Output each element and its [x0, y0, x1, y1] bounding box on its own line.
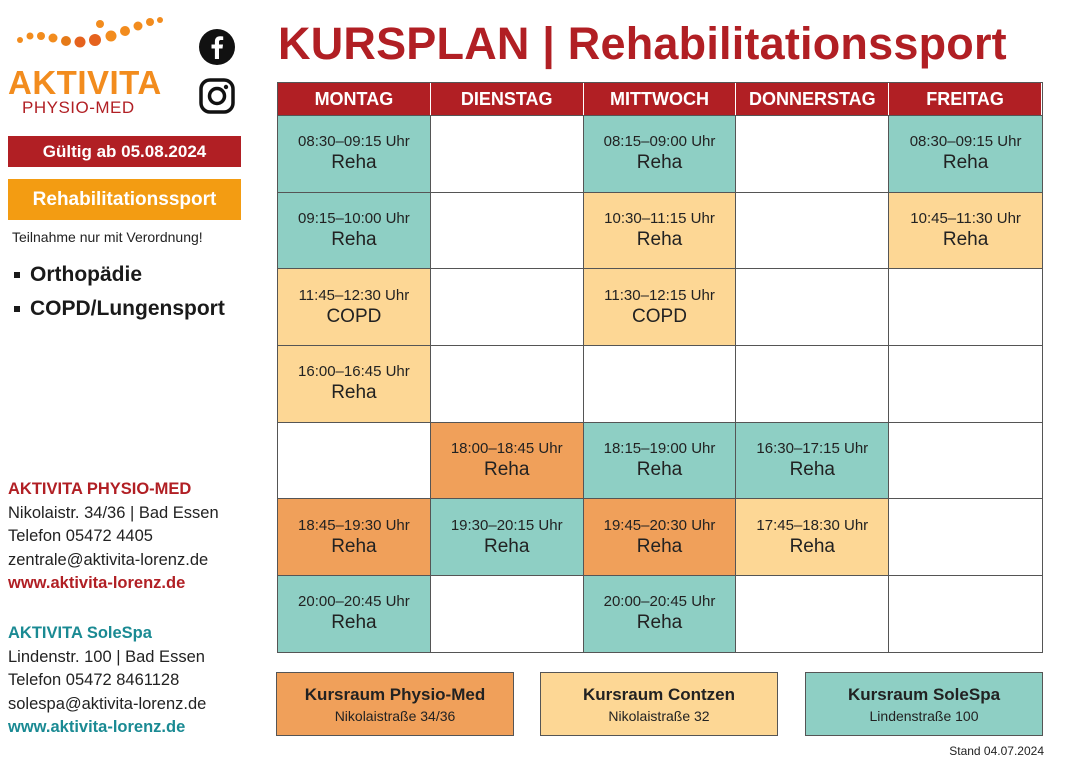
course-slot: [584, 192, 737, 269]
course-name: Reha: [331, 535, 377, 557]
course-type-item: COPD/Lungensport: [14, 292, 225, 326]
course-slot: [278, 498, 431, 575]
course-slot: [278, 268, 431, 345]
course-slot: [889, 115, 1042, 192]
course-name: Reha: [483, 535, 530, 557]
legend-room-solespa: [805, 672, 1043, 736]
course-slot: [278, 345, 431, 422]
course-time: 18:15–19:00 Uhr: [603, 440, 716, 458]
empty-slot: [889, 575, 1042, 652]
course-time: 10:45–11:30 Uhr: [910, 210, 1021, 228]
course-time: 11:30–12:15 Uhr: [604, 286, 715, 304]
course-time: 18:00–18:45 Uhr: [450, 440, 563, 458]
course-name: Reha: [636, 535, 683, 557]
legend-title: Kursraum Physio-Med: [304, 684, 486, 704]
course-slot: [584, 268, 737, 345]
course-slot: [736, 422, 889, 499]
empty-slot: [278, 422, 431, 499]
course-name: Reha: [636, 459, 683, 481]
course-name: Reha: [636, 229, 683, 251]
valid-from-badge: Gültig ab 05.08.2024: [8, 136, 241, 167]
brand-name: AKTIVITA: [8, 64, 162, 101]
day-header-wednesday: MITTWOCH: [584, 83, 737, 115]
day-header-thursday: DONNERSTAG: [736, 83, 889, 115]
course-time: 08:30–09:15 Uhr: [909, 133, 1022, 151]
contact-phone[interactable]: Telefon 05472 4405: [8, 527, 153, 545]
facebook-icon[interactable]: [198, 28, 236, 66]
empty-slot: [584, 345, 737, 422]
contact-title: AKTIVITA SoleSpa: [8, 624, 152, 642]
course-slot: [889, 192, 1042, 269]
contact-phone[interactable]: Telefon 05472 8461128: [8, 671, 180, 689]
course-slot: [584, 115, 737, 192]
contact-physio-med: [8, 478, 219, 596]
day-header-friday: FREITAG: [889, 83, 1042, 115]
course-name: Reha: [636, 612, 683, 634]
course-name: Reha: [331, 612, 377, 634]
legend-address: Lindenstraße 100: [869, 707, 979, 724]
legend-room-contzen: [540, 672, 778, 736]
course-time: 20:00–20:45 Uhr: [298, 593, 410, 611]
course-name: COPD: [632, 305, 687, 327]
course-time: 16:00–16:45 Uhr: [298, 363, 410, 381]
course-time: 08:30–09:15 Uhr: [298, 133, 410, 151]
schedule-grid: [277, 82, 1043, 653]
empty-slot: [431, 192, 584, 269]
empty-slot: [736, 192, 889, 269]
course-time: 19:30–20:15 Uhr: [450, 516, 563, 534]
course-name: Reha: [331, 152, 377, 174]
empty-slot: [736, 268, 889, 345]
empty-slot: [431, 268, 584, 345]
empty-slot: [431, 115, 584, 192]
empty-slot: [431, 345, 584, 422]
legend-title: Kursraum SoleSpa: [847, 684, 1001, 704]
contact-email[interactable]: zentrale@aktivita-lorenz.de: [8, 550, 209, 569]
course-time: 17:45–18:30 Uhr: [756, 516, 869, 534]
bullet-icon: [14, 306, 20, 312]
category-badge: Rehabilitationssport: [8, 179, 241, 220]
course-slot: [736, 498, 889, 575]
course-time: 18:45–19:30 Uhr: [298, 516, 410, 534]
stand-date: Stand 04.07.2024: [949, 744, 1044, 758]
prescription-note: Teilnahme nur mit Verordnung!: [12, 229, 203, 245]
course-slot: [584, 575, 737, 652]
contact-website-link[interactable]: www.aktivita-lorenz.de: [8, 574, 186, 592]
course-name: COPD: [326, 305, 382, 327]
course-slot: [278, 192, 431, 269]
brand-logo: [8, 14, 168, 124]
course-slot: [431, 422, 584, 499]
contact-email[interactable]: solespa@aktivita-lorenz.de: [8, 694, 207, 713]
course-name: Reha: [942, 152, 989, 174]
course-slot: [431, 498, 584, 575]
day-header-monday: MONTAG: [278, 83, 431, 115]
course-type-list: [14, 258, 225, 326]
page-title: KURSPLAN | Rehabilitationssport: [278, 18, 1007, 69]
legend-address: Nikolaistraße 34/36: [334, 707, 456, 724]
course-time: 10:30–11:15 Uhr: [604, 210, 715, 228]
legend-room-physio-med: [276, 672, 514, 736]
logo-dots-graphic: [16, 14, 166, 54]
contact-solespa: [8, 622, 206, 740]
contact-title: AKTIVITA PHYSIO-MED: [8, 480, 192, 498]
contact-website-link[interactable]: www.aktivita-lorenz.de: [8, 718, 186, 736]
legend-address: Nikolaistraße 32: [608, 707, 710, 724]
course-name: Reha: [331, 229, 377, 251]
course-slot: [278, 575, 431, 652]
empty-slot: [736, 115, 889, 192]
bullet-icon: [14, 272, 20, 278]
empty-slot: [736, 575, 889, 652]
course-name: Reha: [789, 535, 835, 557]
course-slot: [584, 498, 737, 575]
empty-slot: [889, 498, 1042, 575]
empty-slot: [889, 422, 1042, 499]
course-name: Reha: [942, 229, 989, 251]
course-slot: [278, 115, 431, 192]
course-name: Reha: [483, 459, 530, 481]
empty-slot: [889, 268, 1042, 345]
instagram-icon[interactable]: [198, 77, 236, 115]
contact-address: Nikolaistr. 34/36 | Bad Essen: [8, 503, 219, 522]
course-name: Reha: [636, 152, 683, 174]
empty-slot: [736, 345, 889, 422]
brand-subname: PHYSIO-MED: [22, 98, 135, 117]
course-time: 08:15–09:00 Uhr: [603, 133, 716, 151]
day-header-tuesday: DIENSTAG: [431, 83, 584, 115]
contact-address: Lindenstr. 100 | Bad Essen: [8, 647, 205, 666]
course-name: Reha: [331, 382, 377, 404]
course-time: 20:00–20:45 Uhr: [603, 593, 716, 611]
course-name: Reha: [789, 459, 835, 481]
course-type-item: Orthopädie: [14, 258, 225, 292]
course-time: 16:30–17:15 Uhr: [756, 440, 869, 458]
course-time: 19:45–20:30 Uhr: [603, 516, 716, 534]
legend-title: Kursraum Contzen: [582, 684, 736, 704]
empty-slot: [431, 575, 584, 652]
empty-slot: [889, 345, 1042, 422]
course-time: 09:15–10:00 Uhr: [298, 210, 410, 228]
course-slot: [584, 422, 737, 499]
course-time: 11:45–12:30 Uhr: [298, 286, 410, 304]
